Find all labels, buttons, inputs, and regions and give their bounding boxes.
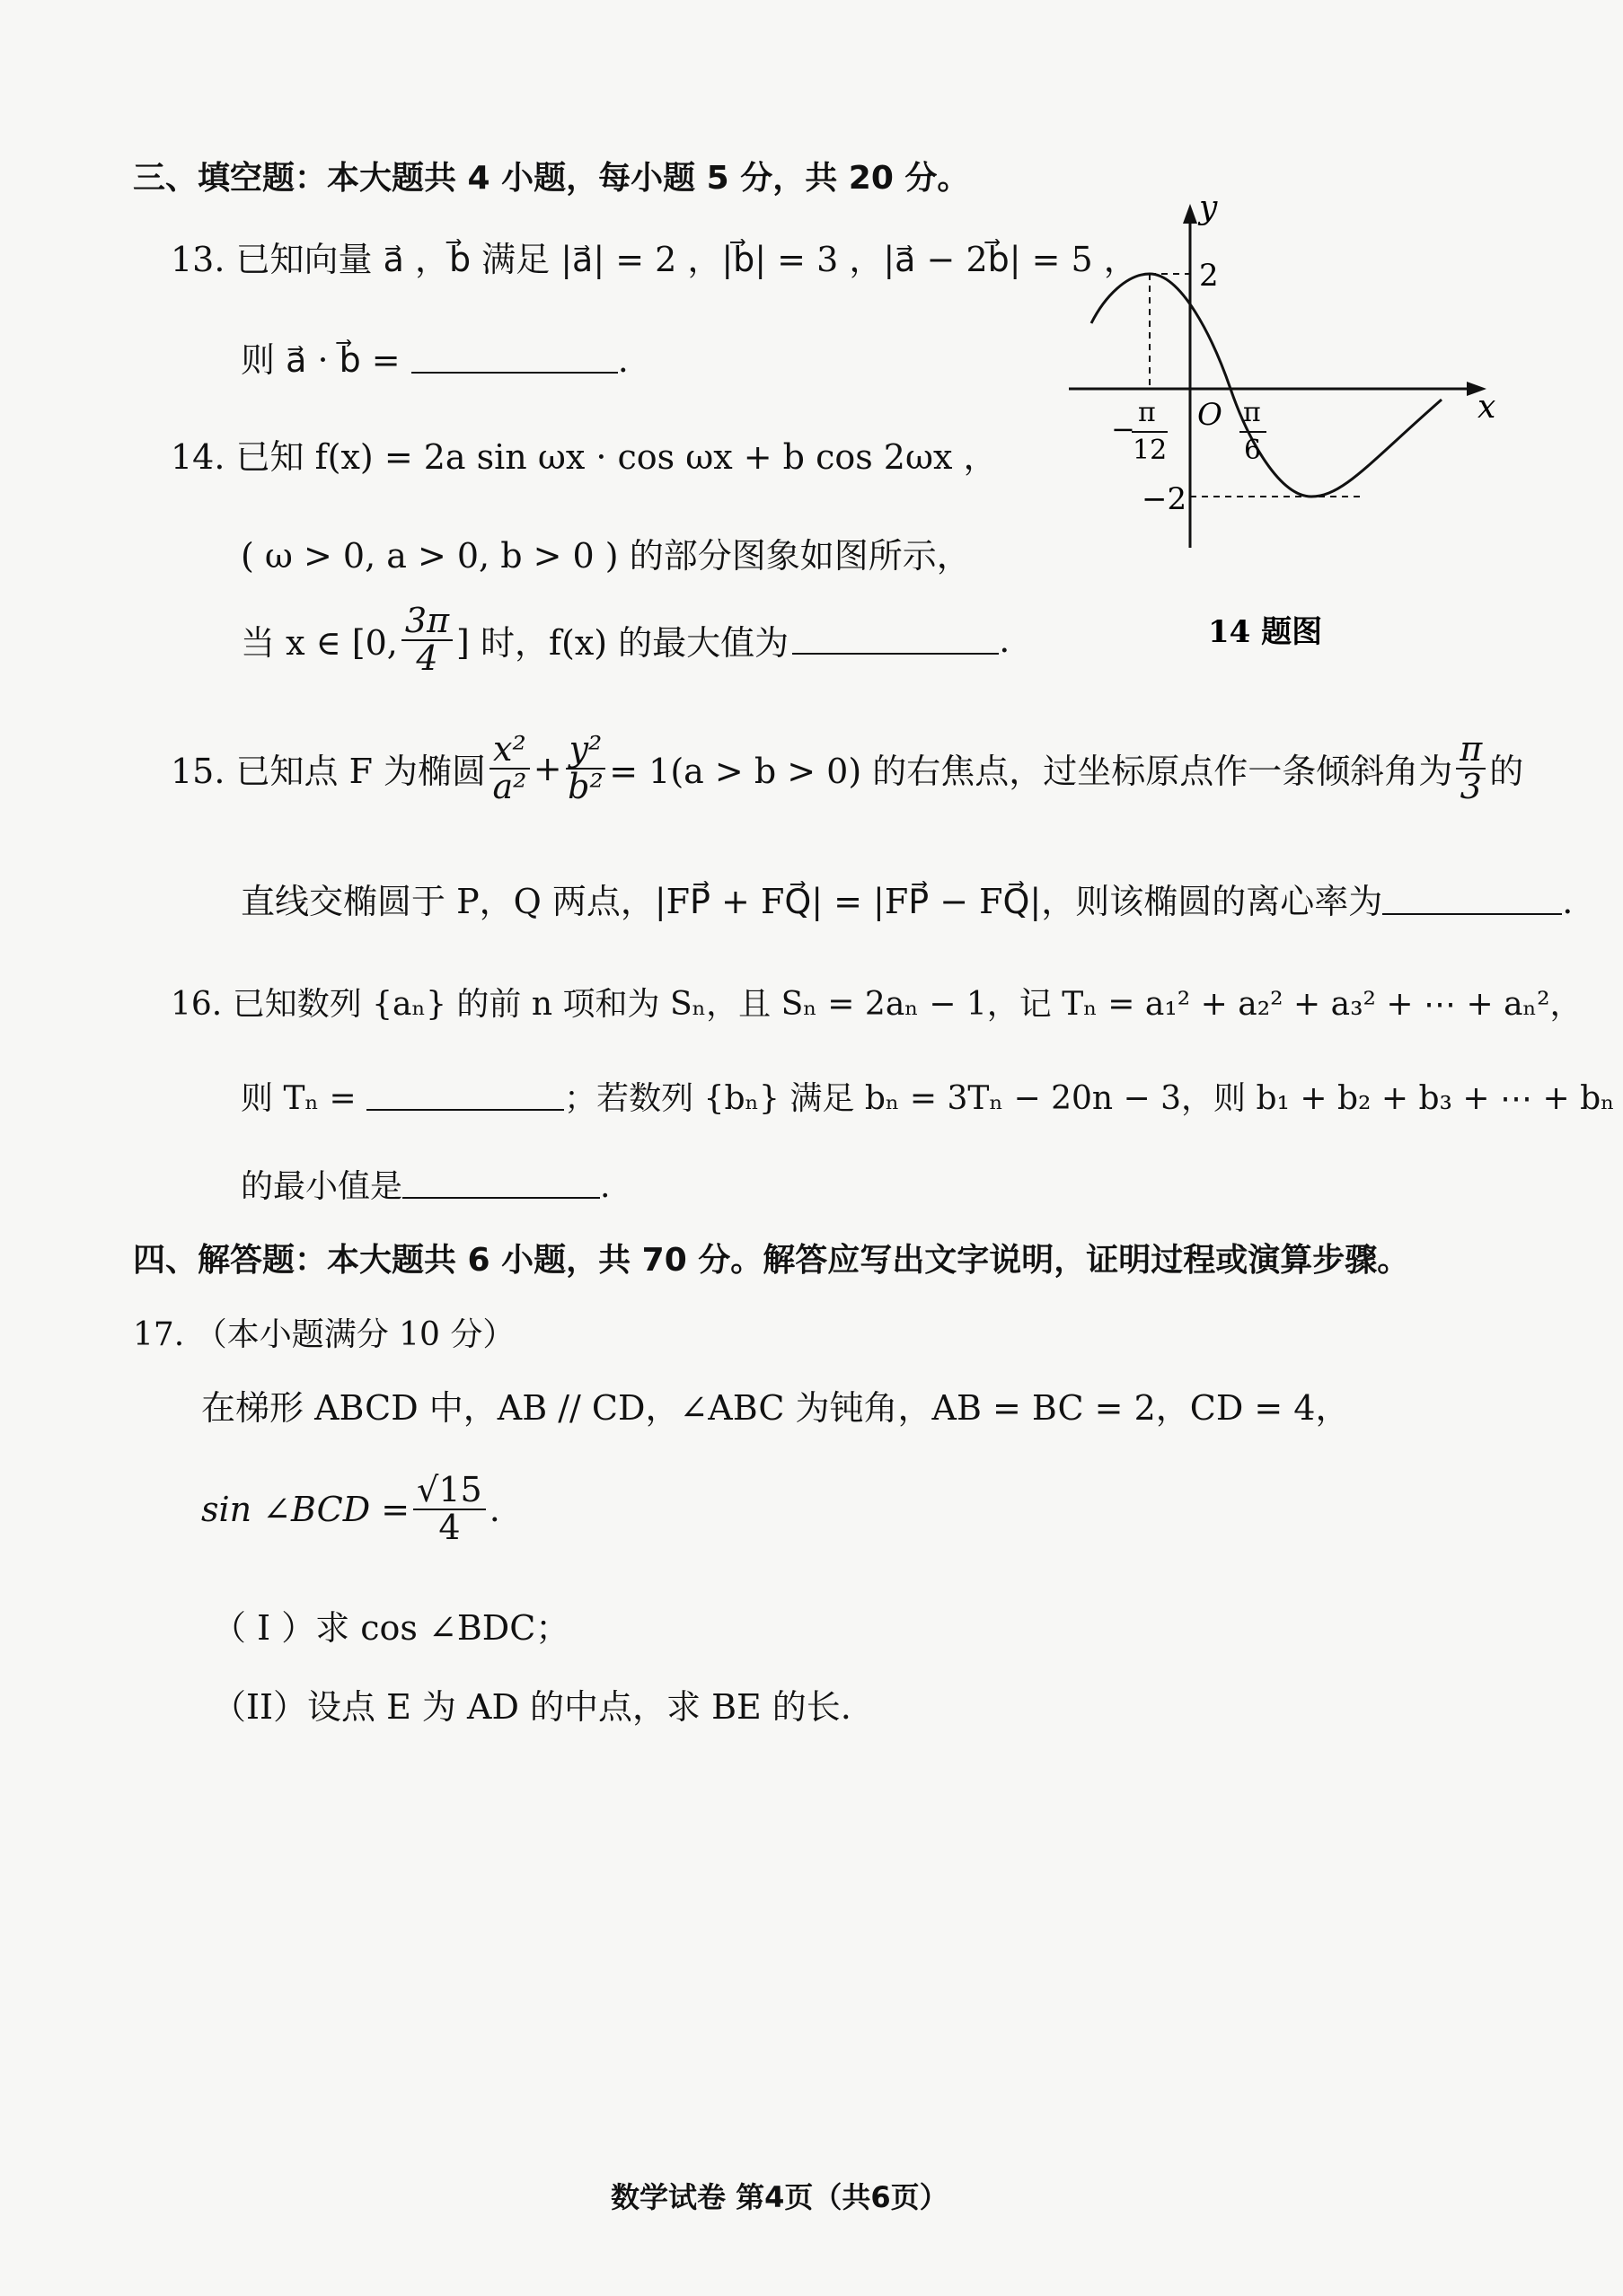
right-tick-num: π [1243,397,1261,428]
q15-line2 [241,874,1573,923]
x-axis-label: x [1477,389,1496,426]
max-value-label: 2 [1199,258,1219,294]
q16-line2 [241,1073,1615,1119]
q15-mid: = 1(a > b > 0) 的右焦点，过坐标原点作一条倾斜角为 [609,752,1453,792]
q14-line1: 14. 已知 f(x) = 2a sin ωx · cos ωx + b cos 2ωx ， [171,437,998,477]
origin-label: O [1197,397,1222,433]
min-value-label: −2 [1142,481,1187,517]
right-tick-den: 6 [1244,435,1262,466]
q17-sin-end: . [489,1489,500,1529]
q16-line1: 16. 已知数列 {aₙ} 的前 n 项和为 Sₙ，且 Sₙ = 2aₙ − 1，记 Tₙ = a₁² + a₂² + a₃² + ⋯ + aₙ²， [171,986,1583,1023]
q13-line2-prefix: 则 a⃗ · b⃗ = [241,340,411,380]
q13-answer-blank[interactable] [411,345,618,374]
q15-plus: + [533,748,562,788]
q14-frac-num: 3π [401,603,453,641]
page-footer: 数学试卷 第4页（共6页） [611,2180,948,2214]
q17-sin-prefix: sin ∠BCD = [201,1489,410,1529]
q16-line3 [241,1161,610,1207]
q15-fraction-x [490,729,530,806]
q14-answer-blank[interactable] [792,626,999,655]
q17-part1: （ I ）求 cos ∠BDC； [212,1608,570,1648]
q14-end: . [999,620,1010,660]
left-tick-num: π [1138,397,1156,428]
q15-fx-num: x² [490,732,530,770]
q16-line2-prefix: 则 Tₙ = [241,1080,367,1117]
q16-tn-blank[interactable] [366,1082,564,1111]
q14-line3-prefix: 当 x ∈ [0, [241,623,398,664]
q15-prefix: 15. 已知点 F 为椭圆 [171,752,487,792]
q15-line2-suffix: . [1562,882,1574,921]
q14-line3-suffix: ] 时，f(x) 的最大值为 [456,623,789,664]
q17-sin-den: 4 [438,1507,461,1547]
q15-line2-prefix: 直线交椭圆于 P，Q 两点，|FP⃗ + FQ⃗| = |FP⃗ − FQ⃗|，则该椭圆的离心率为 [241,882,1383,921]
q14-interval-fraction [401,603,453,677]
q15-answer-blank[interactable] [1382,886,1562,915]
q13-line1: 13. 已知向量 a⃗ ，b⃗ 满足 |a⃗| = 2 ，|b⃗| = 3 ，|a⃗ − 2b⃗| = 5 ， [171,240,1138,279]
q16-line2-mid: ；若数列 {bₙ} 满足 bₙ = 3Tₙ − 20n − 3，则 b₁ + b₂ + b₃ + ⋯ + bₙ [564,1080,1615,1117]
q14-frac-den: 4 [416,638,438,678]
q17-sin-line [201,1470,500,1547]
left-tick-den: 12 [1133,435,1168,466]
section4-header: 四、解答题：本大题共 6 小题，共 70 分。解答应写出文字说明，证明过程或演算步骤。 [133,1242,1410,1279]
q16-min-blank[interactable] [402,1170,600,1199]
q15-fy-den: b² [568,766,604,806]
q16-line3-suffix: . [600,1168,611,1205]
q16-line3-prefix: 的最小值是 [241,1168,403,1205]
q17-line1: 在梯形 ABCD 中，AB // CD，∠ABC 为钝角，AB = BC = 2，CD = 4， [201,1388,1350,1428]
left-tick-sign: − [1111,412,1135,446]
q14-line3 [241,603,1010,677]
q15-line1 [171,729,1524,806]
q15-fy-num: y² [566,732,606,770]
q17-sin-num: √15 [413,1473,486,1510]
q17-sin-fraction [413,1470,486,1547]
q14-line2: ( ω > 0, a > 0, b > 0 ) 的部分图象如图所示， [241,536,971,576]
q15-angle-den: 3 [1460,766,1482,806]
y-axis-label: y [1199,193,1218,226]
q17-part2: （II）设点 E 为 AD 的中点，求 BE 的长. [212,1687,851,1727]
q14-figure [1055,193,1504,660]
y-axis-arrow [1183,204,1197,224]
section3-header: 三、填空题：本大题共 4 小题，每小题 5 分，共 20 分。 [133,160,970,197]
q15-angle-fraction [1456,729,1486,806]
q15-fraction-y [566,729,606,806]
q17-title: 17. （本小题满分 10 分） [133,1316,516,1353]
q13-line2-suffix: . [617,340,629,380]
q15-angle-num: π [1456,732,1486,770]
q15-fx-den: a² [492,766,527,806]
figure-caption: 14 题图 [1208,614,1323,650]
q15-end: 的 [1489,752,1524,792]
q13-line2 [241,332,629,382]
